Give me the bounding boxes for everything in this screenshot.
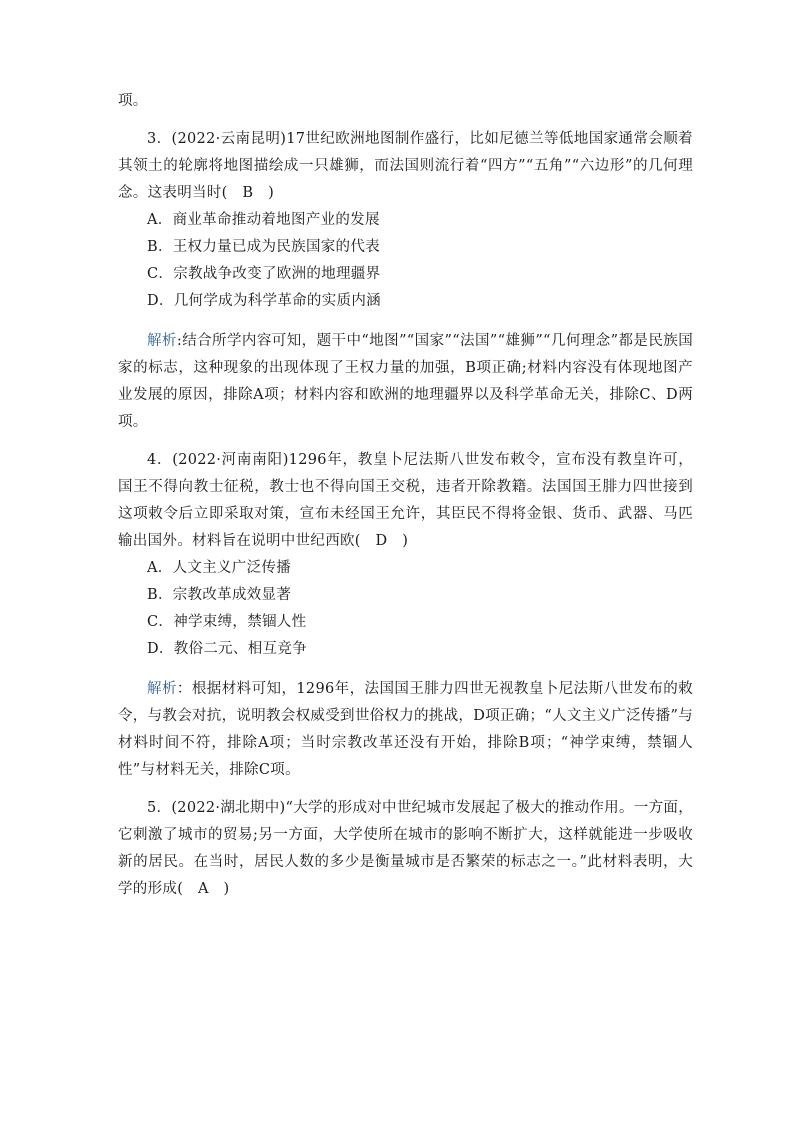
question-5 (118, 795, 693, 903)
question-5-stem: 5．(2022·湖北期中)“大学的形成对中世纪城市发展起了极大的推动作用。一方面，它刺激了城市的贸易;另一方面，大学使所在城市的影响不断扩大，这样就能进一步吸收新的居民。在当时，居民人数的多少是衡量城市是否繁荣的标志之一。”此材料表明，大学的形成( A ) (118, 800, 693, 897)
question-4-option-c: C．神学束缚，禁锢人性 (147, 614, 307, 630)
question-3-stem: 3．(2022·云南昆明)17世纪欧洲地图制作盛行，比如尼德兰等低地国家通常会顺着其领土的轮廓将地图描绘成一只雄狮，而法国则流行着“四方”“五角”“六边形”的几何理念。这表明当时( B ) (118, 131, 693, 201)
document-page (118, 88, 693, 903)
analysis-label: 解析 (147, 333, 177, 349)
analysis-label: 解析 (147, 681, 177, 697)
question-4-analysis (118, 676, 693, 784)
question-3-option-c: C．宗教战争改变了欧洲的地理疆界 (147, 266, 381, 282)
analysis-text: ：根据材料可知，1296年，法国国王腓力四世无视教皇卜尼法斯八世发布的敕令，与教会对抗，说明教会权威受到世俗权力的挑战，D项正确；“人文主义广泛传播”与材料时间不符，排除A项；当时宗教改革还没有开始，排除B项；“神学束缚，禁锢人性”与材料无关，排除C项。 (118, 681, 694, 778)
question-3-analysis (118, 328, 693, 436)
top-fragment: 项。 (118, 93, 148, 109)
question-4-option-d: D．教俗二元、相互竞争 (147, 641, 307, 657)
question-3-option-b: B．王权力量已成为民族国家的代表 (147, 239, 380, 255)
question-4-option-b: B．宗教改革成效显著 (147, 587, 292, 603)
question-4-option-a: A．人文主义广泛传播 (147, 560, 291, 576)
question-3-option-a: A．商业革命推动着地图产业的发展 (147, 212, 380, 228)
question-3-option-d: D．几何学成为科学革命的实质内涵 (147, 293, 381, 309)
question-4 (118, 447, 693, 784)
analysis-text: :结合所学内容可知，题干中“地图”“国家”“法国”“雄狮”“几何理念”都是民族国家的标志，这种现象的出现体现了王权力量的加强，B项正确;材料内容没有体现地图产业发展的原因，排除A项；材料内容和欧洲的地理疆界以及科学革命无关，排除C、D两项。 (118, 333, 693, 430)
question-4-stem: 4．(2022·河南南阳)1296年，教皇卜尼法斯八世发布敕令，宣布没有教皇许可，国王不得向教士征税，教士也不得向国王交税，违者开除教籍。法国国王腓力四世接到这项敕令后立即采取对策，宣布未经国王允许，其臣民不得将金银、货币、武器、马匹输出国外。材料旨在说明中世纪西欧( D ) (118, 452, 693, 549)
question-3 (118, 126, 693, 436)
